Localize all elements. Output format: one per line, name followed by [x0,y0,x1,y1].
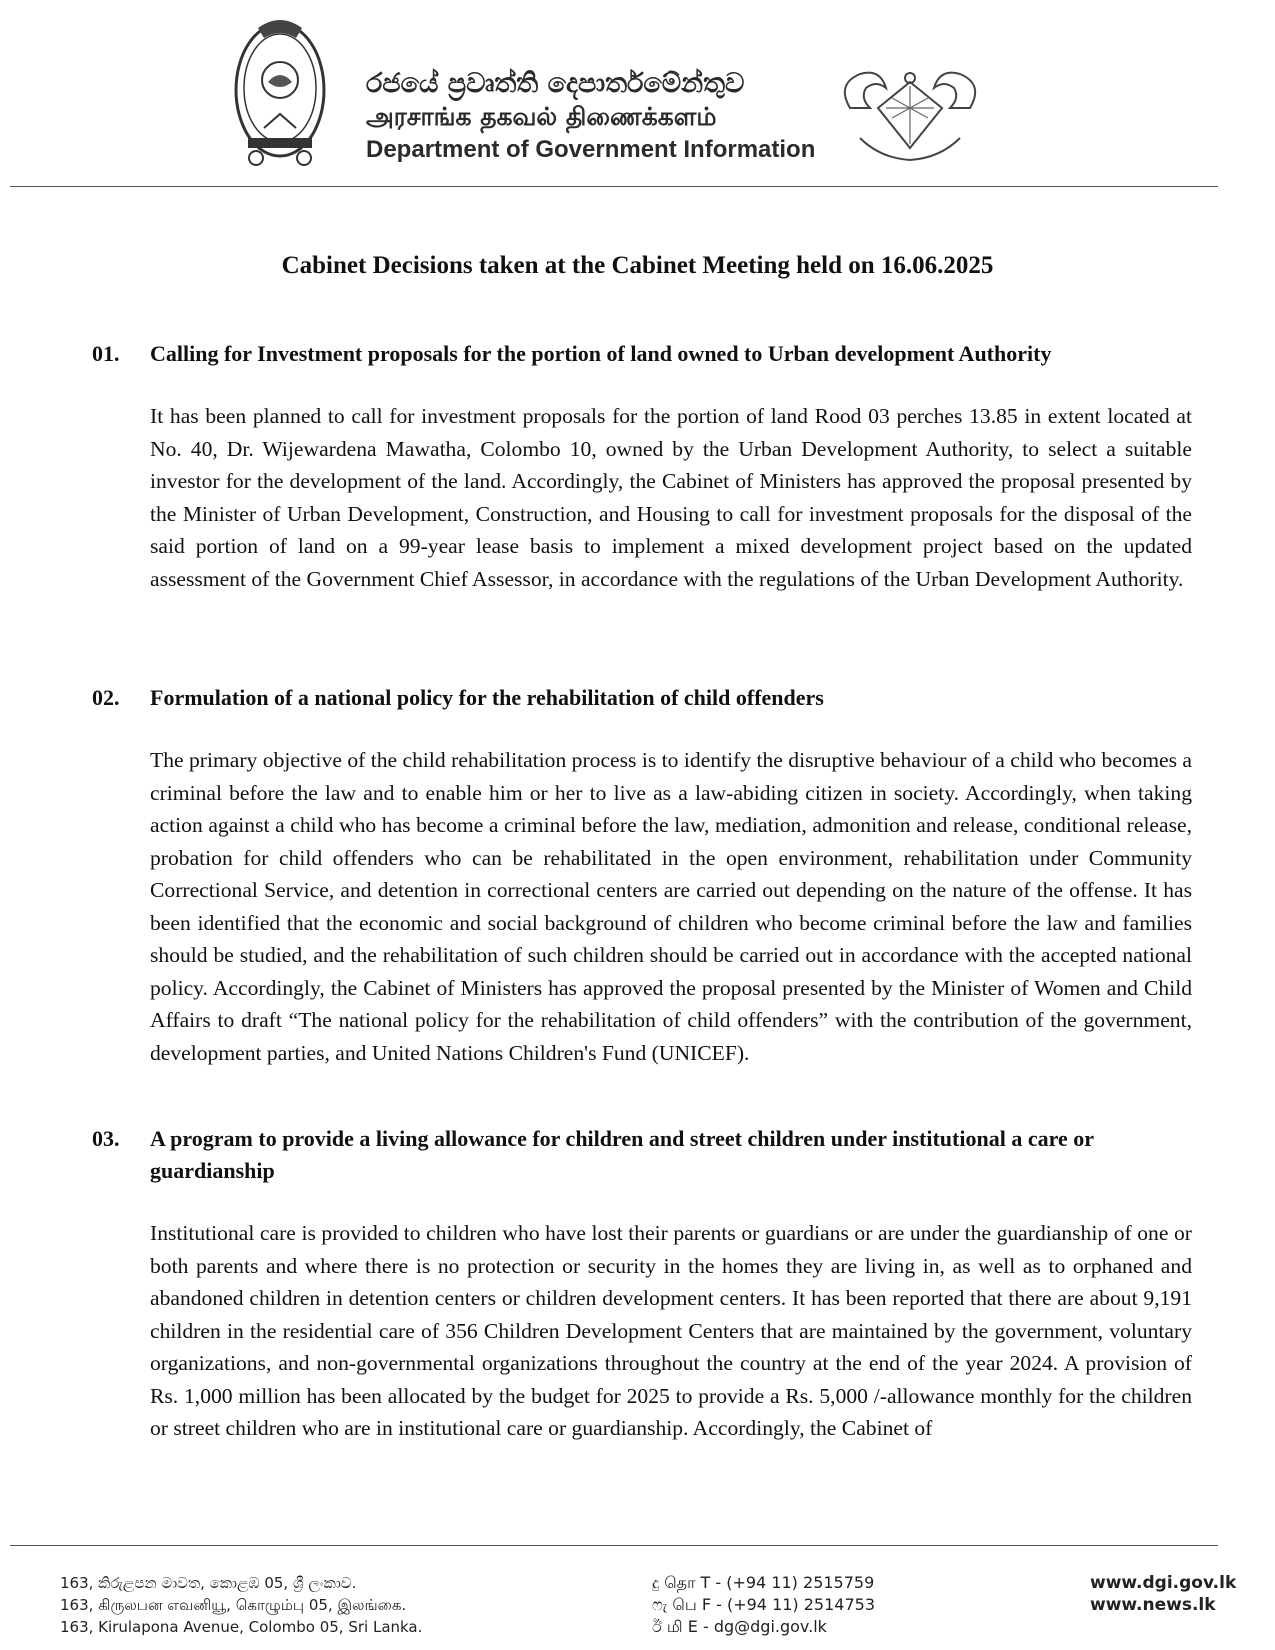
phone-number: දු தொ T - (+94 11) 2515759 [652,1573,875,1592]
item-heading: Calling for Investment proposals for the portion of land owned to Urban development Authority [150,341,1052,366]
letterhead [0,0,1275,200]
decorative-ornament-icon [830,68,990,168]
fax-number: ෆැ பெ F - (+94 11) 2514753 [652,1595,876,1614]
address-english: 163, Kirulapona Avenue, Colombo 05, Sri Lanka. [60,1618,423,1636]
dept-name-english: Department of Government Information [366,136,816,163]
item-heading: Formulation of a national policy for the rehabilitation of child offenders [150,685,824,710]
item-number: 01. [92,341,120,366]
header-divider [10,186,1218,187]
footer-divider [10,1545,1218,1546]
website-link[interactable]: www.dgi.gov.lk [1090,1573,1237,1593]
decision-item [92,338,1192,595]
item-number: 02. [92,685,120,710]
decision-item [92,1123,1192,1445]
document-title: Cabinet Decisions taken at the Cabinet Meeting held on 16.06.2025 [281,252,994,279]
decision-item [92,682,1192,1069]
address-sinhala: 163, කිරුළපන මාවත, කොළඹ 05, ශ්‍රී ලංකාව. [60,1574,357,1592]
footer-contact [652,1572,875,1638]
dept-name-tamil: அரசாங்க தகவல் திணைக்களம் [366,102,717,131]
dept-name-sinhala: රජයේ ප්‍රවෘත්ති දෙපාර්තමේන්තුව [366,68,745,99]
email-address: ඊ மி E - dg@dgi.gov.lk [652,1617,827,1636]
footer-websites [1090,1572,1236,1616]
item-body: It has been planned to call for investment proposals for the portion of land Rood 03 perches 13.85 in extent located at No. 40, Dr. Wijewardena Mawatha, Colombo 10, owned by the Urban Development Authority, to select a suitable investor for the development of the land. Accordingly, the Cabinet of Ministers has approved the proposal presented by the Minister of Urban Development, Construction, and Housing to call for investment proposals for the disposal of the said portion of land on a 99-year lease basis to implement a mixed development project based on the updated assessment of the Government Chief Assessor, in accordance with the regulations of the Urban Development Authority. [150,404,1192,591]
footer-address [60,1572,422,1638]
department-name [366,70,815,162]
item-heading: A program to provide a living allowance for children and street children under institutional a care or guardianship [150,1126,1094,1183]
item-number: 03. [92,1126,120,1151]
website-link[interactable]: www.news.lk [1090,1595,1216,1615]
item-body: Institutional care is provided to children who have lost their parents or guardians or are under the guardianship of one or both parents and where there is no protection or security in the homes they are living in, as well as to orphaned and abandoned children in detention centers or children development centers. It has been reported that there are about 9,191 children in the residential care of 356 Children Development Centers that are maintained by the government, voluntary organizations, and non-governmental organizations throughout the country at the end of the year 2024. A provision of Rs. 1,000 million has been allocated by the budget for 2025 to provide a Rs. 5,000 /-allowance monthly for the children or street children who are in institutional care or guardianship. Accordingly, the Cabinet of [150,1221,1192,1440]
item-body: The primary objective of the child rehabilitation process is to identify the disruptive behaviour of a child who becomes a criminal before the law and to enable him or her to live as a law-abiding citizen in society. Accordingly, when taking action against a child who has become a criminal before the law, mediation, admonition and release, conditional release, probation for child offenders who can be rehabilitated in the open environment, rehabilitation under Community Correctional Service, and detention in correctional centers are carried out depending on the nature of the offense. It has been identified that the economic and social background of children who become criminal before the law and families should be studied, and the rehabilitation of such children should be carried out in accordance with the accepted national policy. Accordingly, the Cabinet of Ministers has approved the proposal presented by the Minister of Women and Child Affairs to draft “The national policy for the rehabilitation of child offenders” with the contribution of the government, development parties, and United Nations Children's Fund (UNICEF). [150,748,1192,1065]
address-tamil: 163, கிருலபன எவனியூ, கொழும்பு 05, இலங்கை. [60,1596,407,1614]
sri-lanka-emblem-icon [228,10,332,170]
